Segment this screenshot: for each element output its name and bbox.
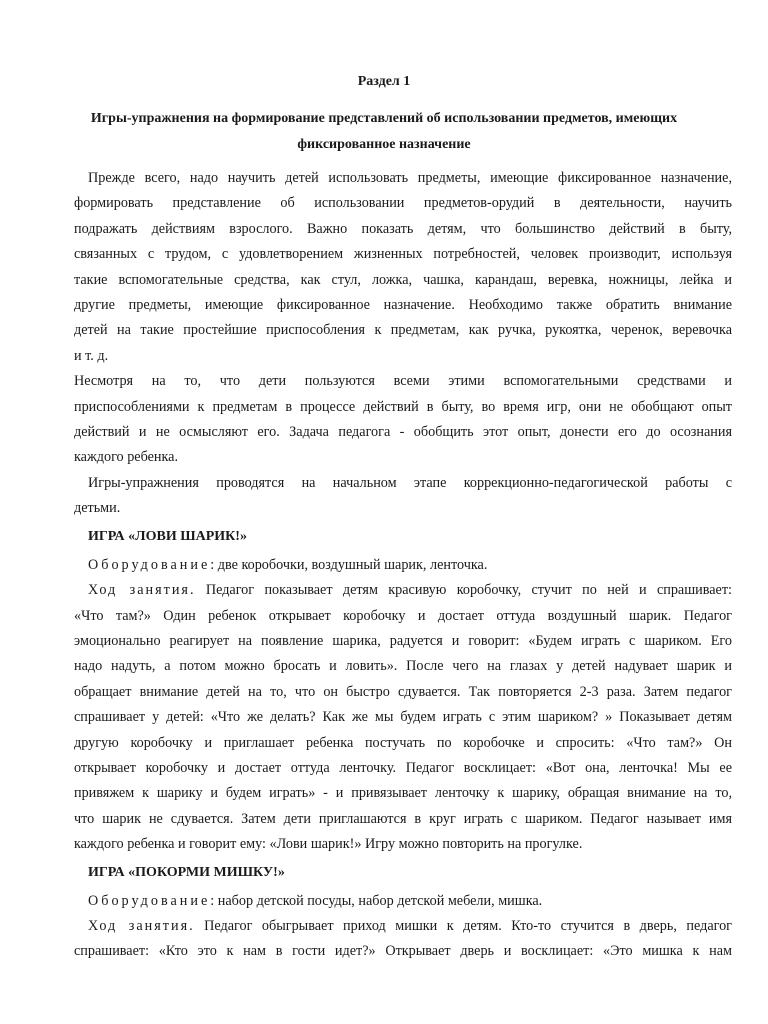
game2-course — [74, 914, 732, 965]
text-line: другие предметы, имеющие фиксированное назначение. Необходимо также обратить внимание — [74, 297, 732, 314]
paragraph-intro — [74, 166, 732, 369]
text-line: детьми. — [74, 500, 121, 517]
text-line: Прежде всего, надо научить детей использовать предметы, имеющие фиксированное назначение, — [88, 170, 732, 186]
text-line: эмоционально реагирует на появление шарика, радуется и говорит: «Будем играть с шариком. Его — [74, 632, 732, 649]
main-title-line1: Игры-упражнения на формирование представлений об использовании предметов, имеющих — [90, 111, 678, 126]
equipment-label: Оборудование — [88, 556, 211, 573]
text-line: каждого ребенка и говорит ему: «Лови шарик!» Игру можно повторить на прогулке. — [74, 836, 583, 853]
text-line: надо надуть, а потом можно бросать и ловить». После чего на глазах у детей надувает шарик и — [74, 658, 732, 675]
text-line: «Что там?» Один ребенок открывает коробочку и достает оттуда воздушный шарик. Педагог — [74, 607, 732, 624]
text-line: действий и не осмысляют его. Задача педагога - обобщить этот опыт, донести его до осознания — [74, 424, 732, 441]
text-line: связанных с трудом, с удовлетворением жизненных потребностей, человек производит, используя — [74, 246, 732, 263]
text-line: такие вспомогательные средства, как стул, ложка, чашка, карандаш, веревка, ножницы, лейка и — [74, 271, 732, 288]
text-line: спрашивает у детей: «Что же делать? Как же мы будем играть с этим шариком? » Показывает детям — [74, 709, 732, 726]
text-line: привяжем к шарику и будем играть» - и привязывает ленточку к шарику, обращая внимание на то, — [74, 785, 732, 802]
paragraph-3 — [74, 471, 732, 522]
text-line: Несмотря на то, что дети пользуются всеми этими вспомогательными средствами и — [74, 373, 732, 390]
game1-course — [74, 578, 732, 857]
text-line: Педагог показывает детям красивую коробочку, стучит по ней и спрашивает: — [195, 582, 732, 599]
main-title-line2: фиксированное назначение — [297, 137, 471, 152]
equipment-text: : две коробочки, воздушный шарик, ленточка. — [210, 556, 488, 573]
course-label: Ход занятия. — [88, 582, 196, 599]
section-title: Раздел 1 — [357, 74, 411, 89]
document-body — [74, 166, 732, 965]
text-line: другую коробочку и приглашает ребенка постучать по коробочке и спросить: «Что там?» Он — [74, 734, 732, 751]
game2-equipment — [74, 889, 732, 914]
game1-equipment — [74, 553, 732, 578]
text-line: спрашивает: «Кто это к нам в гости идет?» Открывает дверь и восклицает: «Это мишка к нам — [74, 943, 732, 960]
text-line: обращает внимание детей на то, что он быстро сдувается. Так повторяется 2-3 раза. Затем педагог — [74, 683, 732, 700]
text-line: каждого ребенка. — [74, 449, 179, 466]
text-line: что шарик не сдувается. Затем дети приглашаются в круг играть с шариком. Педагог называет имя — [74, 810, 732, 827]
text-line: Педагог обыгрывает приход мишки к детям. Кто-то стучится в дверь, педагог — [194, 917, 732, 934]
text-line: и т. д. — [74, 347, 109, 364]
text-line: открывает коробочку и достает оттуда ленточку. Педагог восклицает: «Вот она, ленточка! Мы ее — [74, 759, 732, 776]
text-line: детей на такие простейшие приспособления к предметам, как ручка, рукоятка, черенок, веревочка — [74, 322, 732, 339]
game2-title: ИГРА «ПОКОРМИ МИШКУ!» — [88, 865, 285, 881]
equipment-text: : набор детской посуды, набор детской мебели, мишка. — [210, 892, 543, 909]
game1-title: ИГРА «ЛОВИ ШАРИК!» — [88, 529, 247, 545]
paragraph-2 — [74, 369, 732, 471]
text-line: подражать действиям взрослого. Важно показать детям, что большинство действий в быту, — [74, 220, 732, 237]
text-line: формировать представление об использовании предметов-орудий в деятельности, научить — [74, 195, 732, 212]
course-label: Ход занятия. — [88, 917, 195, 934]
equipment-label: Оборудование — [88, 892, 211, 909]
text-line: Игры-упражнения проводятся на начальном этапе коррекционно-педагогической работы с — [88, 474, 732, 491]
text-line: приспособлениями к предметам в процессе действий в быту, во время игр, они не обобщают опыт — [74, 398, 732, 415]
